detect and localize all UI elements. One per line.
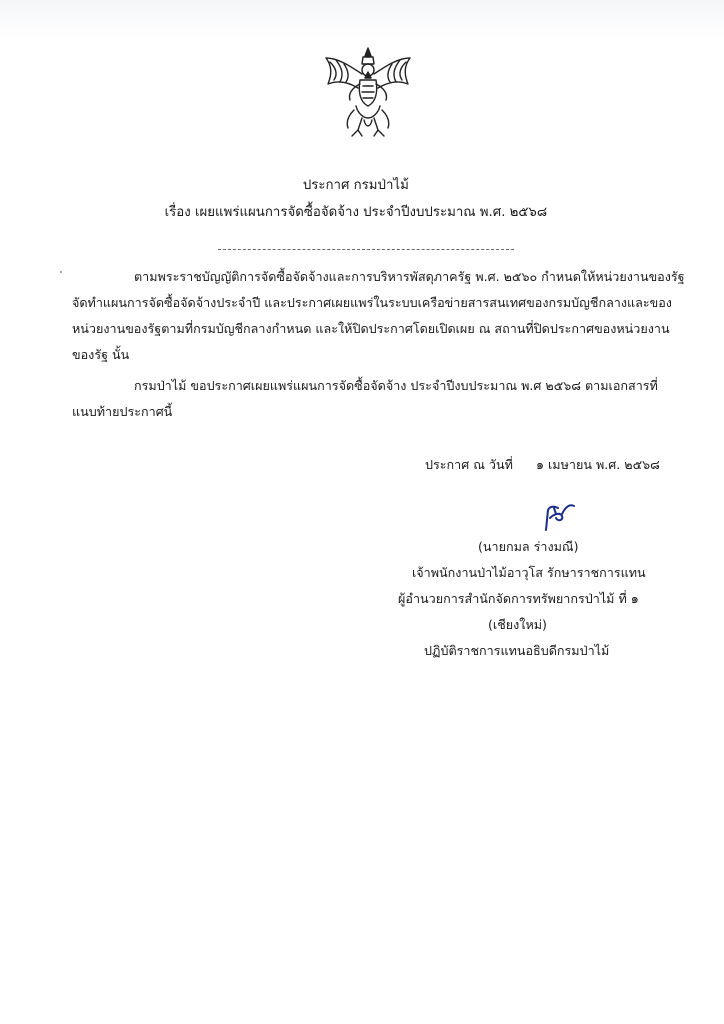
announcement-heading: ประกาศ กรมป่าไม้ bbox=[302, 177, 409, 193]
scan-speck bbox=[60, 271, 62, 273]
garuda-emblem-icon bbox=[318, 44, 418, 144]
paragraph-1-line-1: ตามพระราชบัญญัติการจัดซื้อจัดจ้างและการบริหารพัสดุภาครัฐ พ.ศ. ๒๕๖๐ กำหนดให้หน่วยงานของรัฐ bbox=[134, 269, 685, 284]
announcement-subject: เรื่อง เผยแพร่แผนการจัดซื้อจัดจ้าง ประจำปีงบประมาณ พ.ศ. ๒๕๖๘ bbox=[164, 204, 548, 220]
signer-position-4: ปฏิบัติราชการแทนอธิบดีกรมป่าไม้ bbox=[424, 643, 610, 658]
signer-position-1: เจ้าพนักงานป่าไม้อาวุโส รักษาราชการแทน bbox=[412, 565, 646, 580]
signer-position-3: (เชียงใหม่) bbox=[488, 617, 547, 632]
scan-shadow bbox=[0, 0, 724, 40]
paragraph-1-line-2: จัดทำแผนการจัดซื้อจัดจ้างประจำปี และประกาศเผยแพร่ในระบบเครือข่ายสารสนเทศของกรมบัญชีกลางและของ bbox=[72, 295, 672, 310]
divider bbox=[218, 249, 514, 250]
signer-name: (นายกมล ร่างมณี) bbox=[478, 539, 579, 554]
date-value: ๑ เมษายน พ.ศ. ๒๕๖๘ bbox=[536, 457, 660, 472]
paragraph-2-line-1: กรมป่าไม้ ขอประกาศเผยแพร่แผนการจัดซื้อจัดจ้าง ประจำปีงบประมาณ พ.ศ ๒๕๖๘ ตามเอกสารที่ bbox=[134, 378, 658, 393]
paragraph-1-line-4: ของรัฐ นั้น bbox=[72, 347, 130, 362]
paragraph-2-line-2: แนบท้ายประกาศนี้ bbox=[72, 404, 173, 419]
date-label: ประกาศ ณ วันที่ bbox=[425, 457, 513, 472]
signer-position-2: ผู้อำนวยการสำนักจัดการทรัพยากรป่าไม้ ที่ ๑ bbox=[398, 591, 639, 606]
handwritten-signature-icon bbox=[528, 488, 578, 532]
paragraph-1-line-3: หน่วยงานของรัฐตามที่กรมบัญชีกลางกำหนด และให้ปิดประกาศโดยเปิดเผย ณ สถานที่ปิดประกาศของหน่วยงาน bbox=[72, 321, 670, 336]
